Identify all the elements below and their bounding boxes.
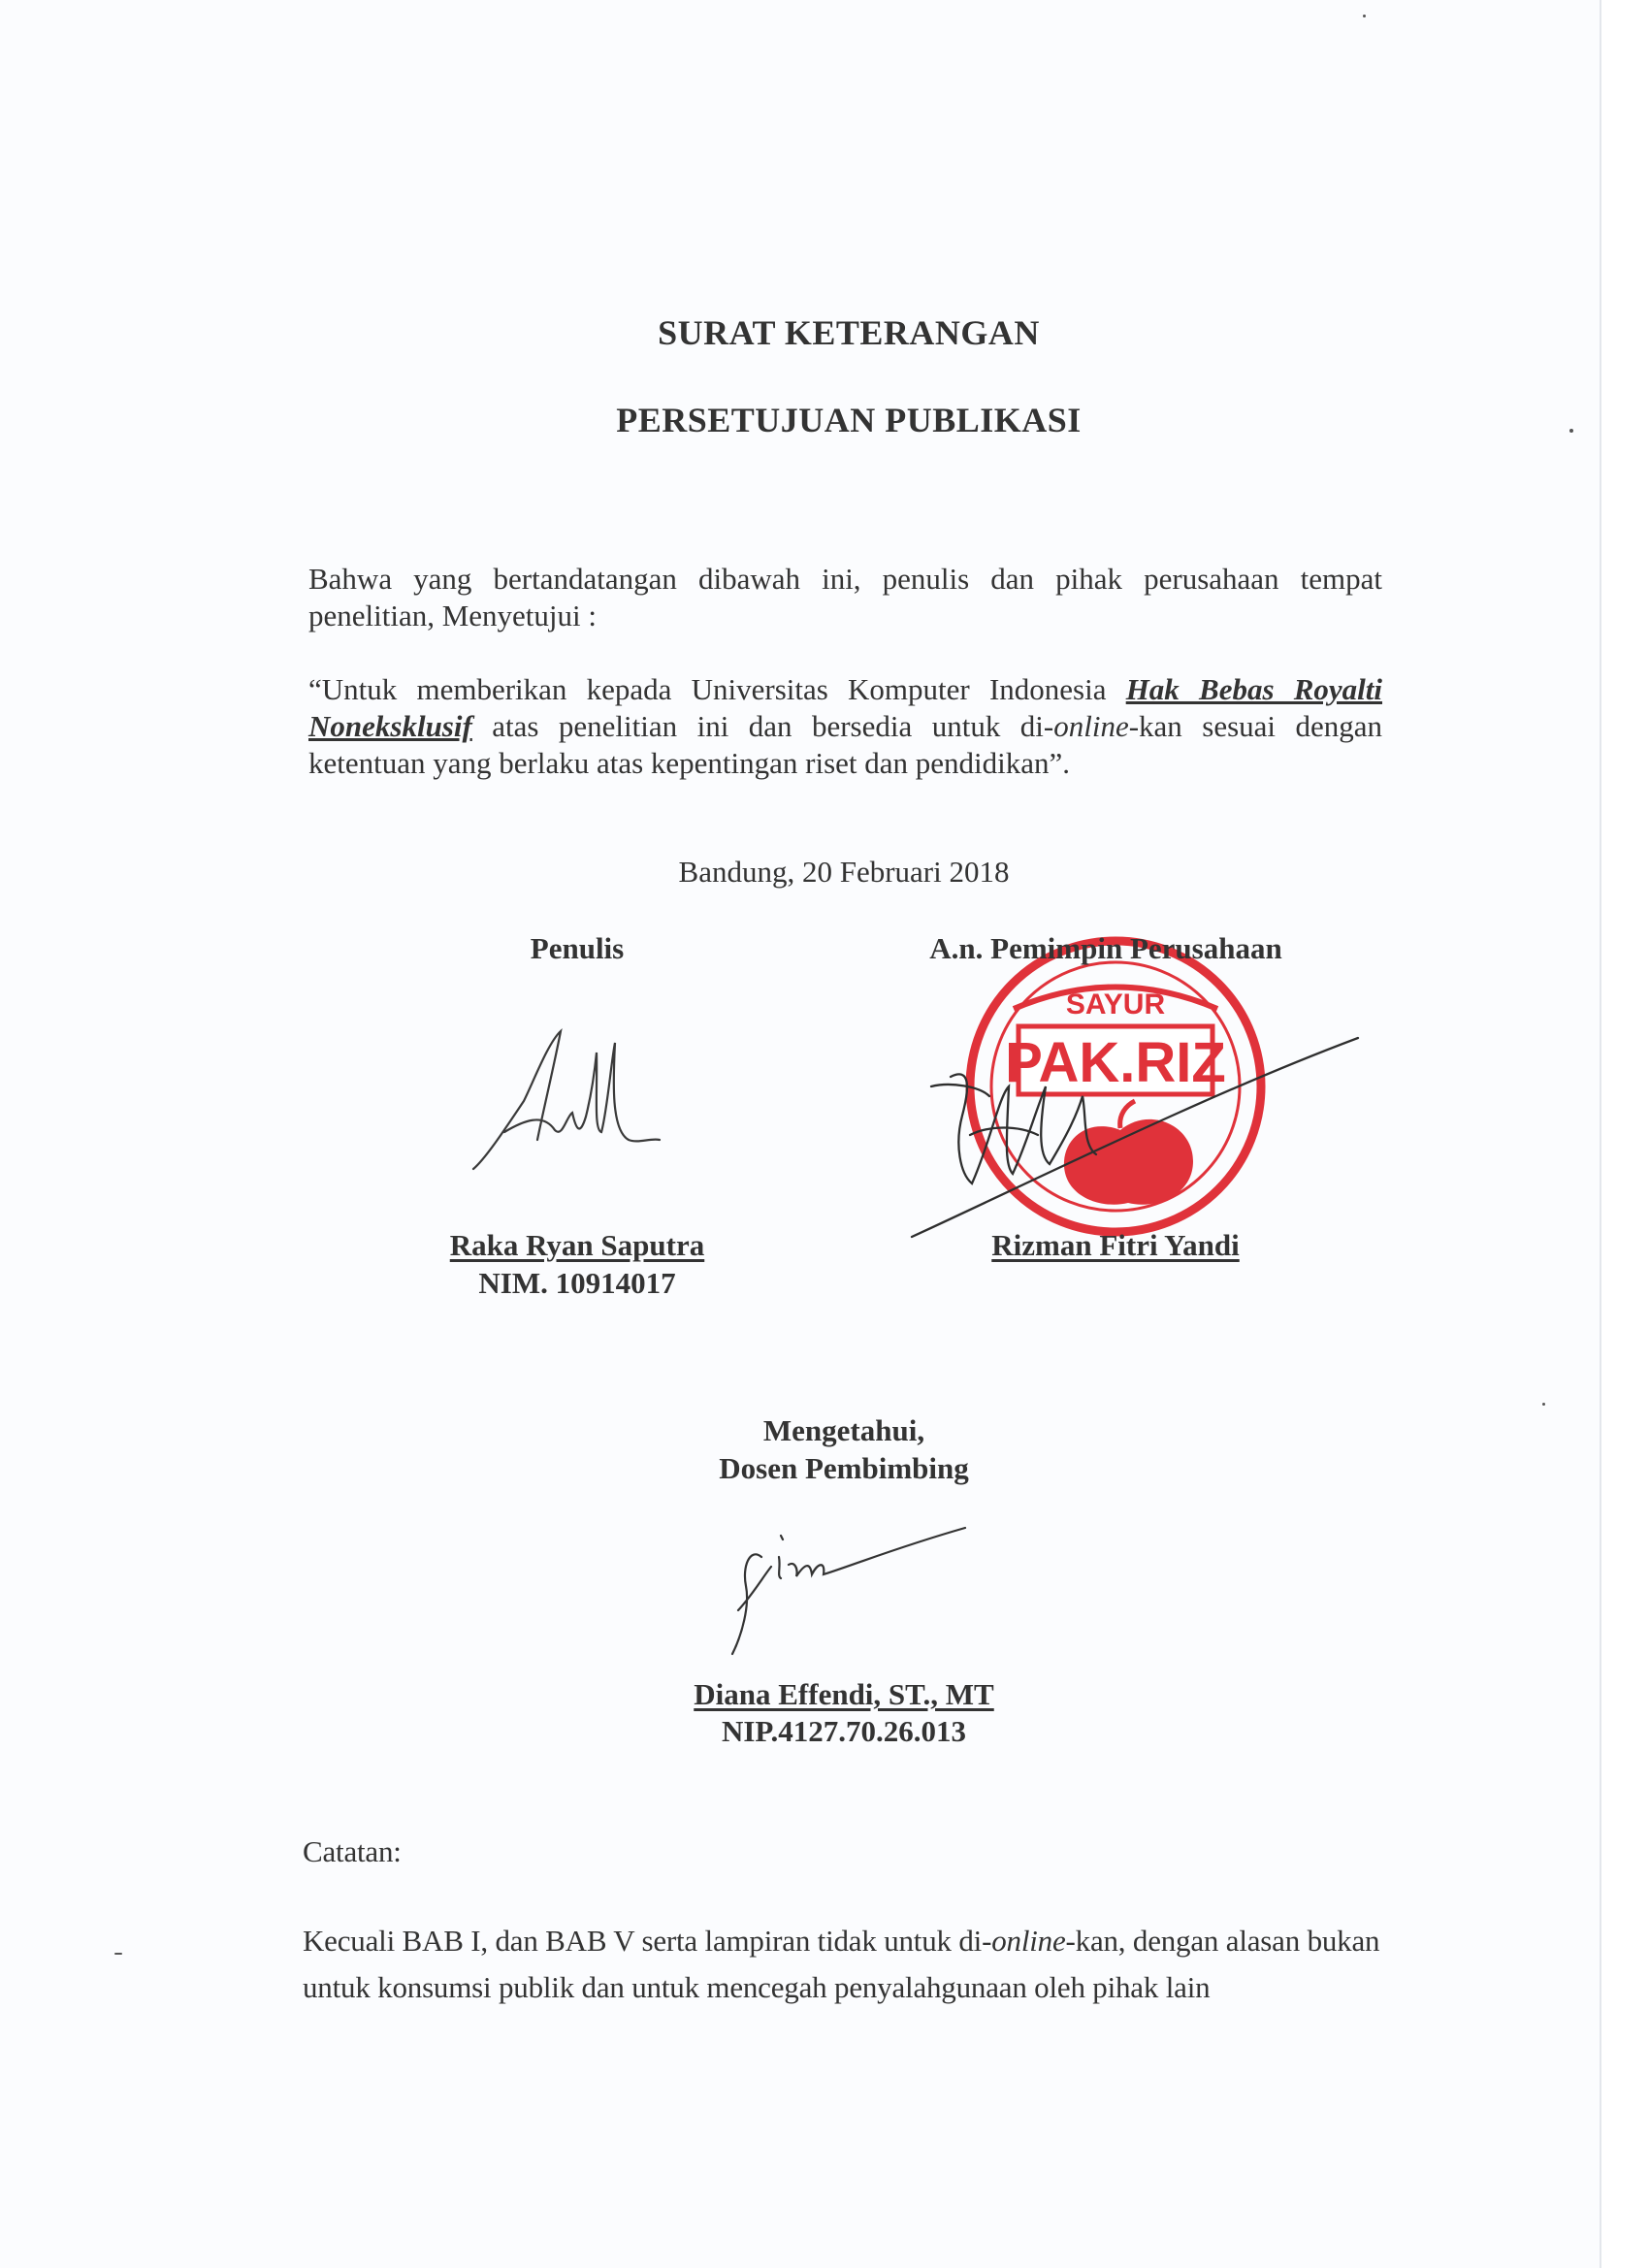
scan-speck [114,1953,122,1955]
author-id: NIM. 10914017 [478,1266,676,1300]
stamp-main-text: PAK.RIZ [1005,1031,1226,1094]
document-subtitle: PERSETUJUAN PUBLIKASI [616,401,1082,439]
note-text: -kan, dengan alasan bukan untuk konsumsi publik dan untuk mencegah penyalahgunaan oleh pihak lain [303,1924,1380,2004]
document-title: SURAT KETERANGAN [658,313,1040,352]
statement-text: “Untuk memberikan kepada Universitas Komputer Indonesia [308,672,1126,706]
author-role: Penulis [530,931,625,965]
scan-speck [1363,15,1366,17]
online-word: online [1053,709,1129,743]
place-date: Bandung, 20 Februari 2018 [678,855,1010,889]
author-signature [466,1023,660,1179]
note-label: Catatan: [303,1834,402,1868]
statement-paragraph [308,671,1382,782]
company-representative-name: Rizman Fitri Yandi [991,1228,1240,1262]
online-word: online [991,1924,1066,1958]
author-name: Raka Ryan Saputra [449,1228,705,1262]
stamp-top-text: SAYUR [1065,988,1166,1021]
intro-paragraph: Bahwa yang bertandatangan dibawah ini, penulis dan pihak perusahaan tempat penelitian, Menyetujui : [308,562,1382,632]
company-signature [912,1028,1377,1242]
supervisor-name: Diana Effendi, ST., MT [694,1677,994,1711]
note-text: Kecuali BAB I, dan BAB V serta lampiran tidak untuk di- [303,1924,992,1958]
royalty-emphasis: Hak Bebas Royalti Noneksklusif [308,672,1383,743]
supervisor-id: NIP.4127.70.26.013 [721,1714,967,1748]
supervisor-role: Dosen Pembimbing [719,1451,969,1485]
company-role: A.n. Pemimpin Perusahaan [929,931,1282,965]
note-paragraph [303,1918,1387,2011]
statement-text: -kan sesuai dengan ketentuan yang berlaku atas kepentingan riset dan pendidikan”. [308,709,1382,780]
scan-speck [1542,1403,1545,1406]
acknowledge-label: Mengetahui, [762,1413,925,1447]
supervisor-signature [703,1518,975,1664]
statement-text: atas penelitian ini dan bersedia untuk di- [471,709,1054,743]
